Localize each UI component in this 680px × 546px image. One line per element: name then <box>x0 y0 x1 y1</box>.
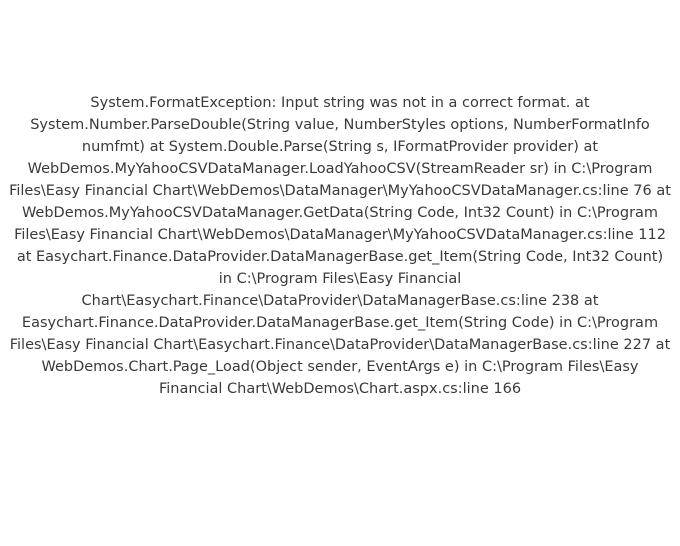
exception-message-block: System.FormatException: Input string was not in a correct format. at System.Number.ParseDouble(String value, NumberStyles options, NumberFormatInfo numfmt) at System.Double.Parse(String s, IFormatProvider provider) at WebDemos.MyYahooCSVDataManager.LoadYahooCSV(StreamReader sr) in C:\Program Files\Easy Financial Chart\WebDemos\DataManager\MyYahooCSVDataManager.cs:line 76 at WebDemos.MyYahooCSVDataManager.GetData(String Code, Int32 Count) in C:\Program Files\Easy Financial Chart\WebDemos\DataManager\MyYahooCSVDataManager.cs:line 112 at Easychart.Finance.DataProvider.DataManagerBase.get_Item(String Code, Int32 Count) in C:\Program Files\Easy Financial Chart\Easychart.Finance\DataProvider\DataManagerBase.cs:line 238 at Easychart.Finance.DataProvider.DataManagerBase.get_Item(String Code) in C:\Program Files\Easy Financial Chart\Easychart.Finance\DataProvider\DataManagerBase.cs:line 227 at WebDemos.Chart.Page_Load(Object sender, EventArgs e) in C:\Program Files\Easy Financial Chart\WebDemos\Chart.aspx.cs:line 166 <box>9 95 676 397</box>
